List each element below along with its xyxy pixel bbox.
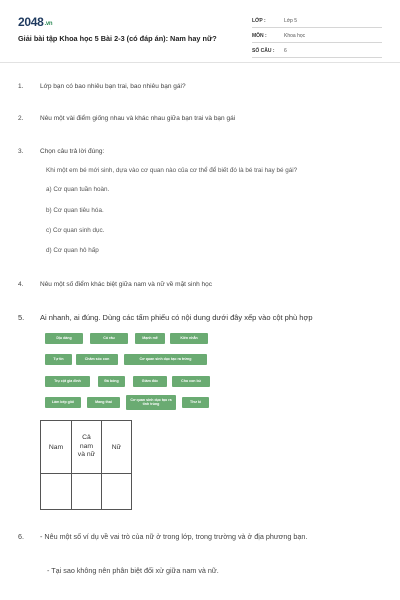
card-co-quan-tinh-trung[interactable]: Cơ quan sinh dục tạo ra tinh trùng [126,395,176,410]
option-d: d) Cơ quan hô hấp [46,247,99,254]
meta-label: SỐ CÂU : [252,47,275,54]
meta-panel [252,14,382,59]
header-nu: Nữ [102,421,132,474]
card-lam-bep-gioi[interactable]: Làm bếp giỏi [45,397,81,408]
question-number: 4. [18,281,24,288]
question-text: - Nêu một số ví dụ về vai trò của nữ ở trong lớp, trong trường và ở địa phương bạn. [40,532,308,541]
question-6-sub: - Tại sao không nên phân biệt đối xử giữa nam và nữ. [47,566,219,575]
question-text: Lớp bạn có bao nhiêu bạn trai, bao nhiêu bạn gái? [40,83,186,90]
option-c: c) Cơ quan sinh dục. [46,227,105,234]
sorting-table [40,420,132,510]
drop-cell-nu[interactable] [102,474,132,510]
card-co-quan-trung[interactable]: Cơ quan sinh dục tạo ra trứng [124,354,207,365]
card-tu-tin[interactable]: Tự tin [45,354,72,365]
meta-value: Khoa học [284,32,306,39]
site-logo[interactable] [18,15,52,29]
meta-row-count [252,44,382,58]
card-giam-doc[interactable]: Giám đốc [133,376,167,387]
header-nam: Nam [41,421,72,474]
page-title: Giải bài tập Khoa học 5 Bài 2-3 (có đáp án): Nam hay nữ? [18,34,217,43]
question-number: 2. [18,115,24,122]
card-cho-con-bu[interactable]: Cho con bú [172,376,210,387]
card-co-rau[interactable]: Có râu [90,333,128,344]
drop-cell-ca-hai[interactable] [72,474,102,510]
question-number: 5. [18,313,25,322]
card-diu-dang[interactable]: Dịu dàng [45,333,83,344]
meta-value: Lớp 5 [284,17,298,24]
logo-main: 2048 [18,15,44,29]
header-ca-nam-va-nu [72,421,102,474]
question-text: Nêu một vài điểm giống nhau và khác nhau giữa bạn trai và bạn gái [40,115,236,122]
card-da-bong[interactable]: Đá bóng [98,376,125,387]
question-3-prompt: Khi một em bé mới sinh, dựa vào cơ quan nào của cơ thể để biết đó là bé trai hay bé gái? [46,167,298,174]
logo-suffix: .vn [44,21,53,27]
header-ca-nam-va-nu-text: Cả nam và nữ [77,434,96,459]
meta-value: 6 [284,47,287,54]
card-mang-thai[interactable]: Mang thai [87,397,120,408]
card-kien-nhan[interactable]: Kiên nhẫn [170,333,208,344]
question-number: 6. [18,532,24,541]
meta-row-subject [252,29,382,43]
question-text: Chọn câu trả lời đúng: [40,148,105,155]
meta-label: LỚP : [252,17,266,24]
option-a: a) Cơ quan tuần hoàn. [46,186,110,193]
question-number: 1. [18,83,24,90]
header-divider [0,62,400,63]
card-cham-soc-con[interactable]: Chăm sóc con [76,354,118,365]
drop-cell-nam[interactable] [41,474,72,510]
question-text: Ai nhanh, ai đúng. Dùng các tấm phiếu có nội dung dưới đây xếp vào cột phù hợp [40,313,313,322]
question-text: Nêu một số điểm khác biệt giữa nam và nữ về mặt sinh học [40,281,213,288]
table-drop-row [41,474,132,510]
card-tru-cot-gia-dinh[interactable]: Trụ cột gia đình [45,376,90,387]
card-thu-ki[interactable]: Thư kí [182,397,209,408]
option-b: b) Cơ quan tiêu hóa. [46,207,104,214]
question-number: 3. [18,148,24,155]
meta-row-class [252,14,382,28]
meta-label: MÔN : [252,32,267,39]
table-header-row [41,421,132,474]
card-manh-me[interactable]: Mạnh mẽ [135,333,165,344]
